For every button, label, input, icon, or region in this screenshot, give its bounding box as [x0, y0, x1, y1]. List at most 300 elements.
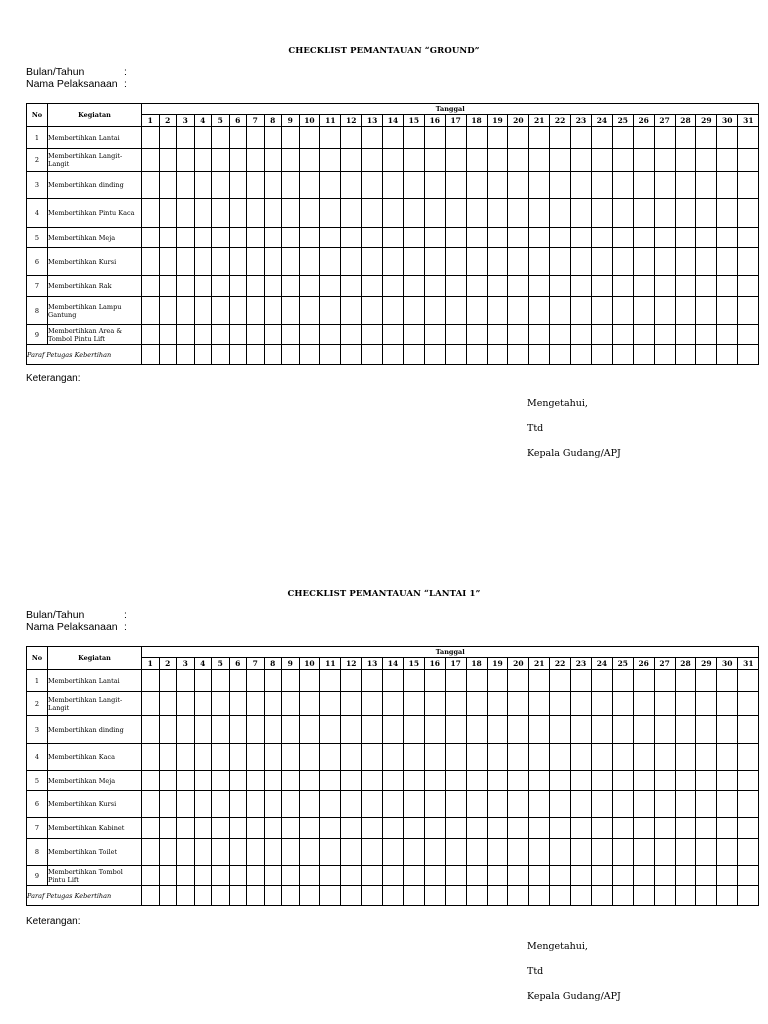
check-cell[interactable] — [529, 692, 550, 716]
paraf-cell[interactable] — [445, 345, 466, 365]
check-cell[interactable] — [529, 325, 550, 345]
check-cell[interactable] — [675, 744, 696, 771]
check-cell[interactable] — [445, 866, 466, 886]
check-cell[interactable] — [212, 839, 230, 866]
check-cell[interactable] — [675, 127, 696, 149]
check-cell[interactable] — [229, 325, 247, 345]
check-cell[interactable] — [612, 149, 633, 172]
check-cell[interactable] — [654, 716, 675, 744]
check-cell[interactable] — [299, 127, 320, 149]
check-cell[interactable] — [612, 791, 633, 818]
check-cell[interactable] — [212, 716, 230, 744]
check-cell[interactable] — [341, 866, 362, 886]
check-cell[interactable] — [282, 228, 300, 248]
check-cell[interactable] — [320, 297, 341, 325]
check-cell[interactable] — [194, 866, 212, 886]
check-cell[interactable] — [320, 248, 341, 276]
check-cell[interactable] — [383, 692, 404, 716]
check-cell[interactable] — [717, 248, 738, 276]
check-cell[interactable] — [529, 818, 550, 839]
check-cell[interactable] — [529, 771, 550, 791]
check-cell[interactable] — [696, 276, 717, 297]
check-cell[interactable] — [466, 716, 487, 744]
check-cell[interactable] — [738, 276, 759, 297]
check-cell[interactable] — [194, 839, 212, 866]
check-cell[interactable] — [550, 771, 571, 791]
check-cell[interactable] — [612, 199, 633, 228]
paraf-cell[interactable] — [633, 345, 654, 365]
check-cell[interactable] — [591, 791, 612, 818]
paraf-cell[interactable] — [403, 345, 424, 365]
check-cell[interactable] — [738, 744, 759, 771]
check-cell[interactable] — [487, 839, 508, 866]
check-cell[interactable] — [717, 149, 738, 172]
check-cell[interactable] — [508, 771, 529, 791]
check-cell[interactable] — [466, 172, 487, 199]
check-cell[interactable] — [612, 172, 633, 199]
check-cell[interactable] — [571, 791, 592, 818]
paraf-cell[interactable] — [142, 345, 160, 365]
check-cell[interactable] — [696, 127, 717, 149]
check-cell[interactable] — [633, 791, 654, 818]
paraf-cell[interactable] — [142, 886, 160, 906]
check-cell[interactable] — [508, 325, 529, 345]
check-cell[interactable] — [299, 248, 320, 276]
check-cell[interactable] — [299, 670, 320, 692]
check-cell[interactable] — [738, 839, 759, 866]
check-cell[interactable] — [612, 744, 633, 771]
check-cell[interactable] — [466, 791, 487, 818]
check-cell[interactable] — [142, 670, 160, 692]
check-cell[interactable] — [633, 149, 654, 172]
check-cell[interactable] — [424, 248, 445, 276]
paraf-cell[interactable] — [194, 886, 212, 906]
check-cell[interactable] — [194, 818, 212, 839]
check-cell[interactable] — [403, 818, 424, 839]
paraf-cell[interactable] — [229, 345, 247, 365]
paraf-cell[interactable] — [654, 886, 675, 906]
check-cell[interactable] — [591, 839, 612, 866]
check-cell[interactable] — [229, 771, 247, 791]
check-cell[interactable] — [571, 297, 592, 325]
check-cell[interactable] — [177, 716, 195, 744]
check-cell[interactable] — [320, 149, 341, 172]
check-cell[interactable] — [550, 172, 571, 199]
check-cell[interactable] — [229, 716, 247, 744]
check-cell[interactable] — [362, 771, 383, 791]
check-cell[interactable] — [717, 670, 738, 692]
check-cell[interactable] — [675, 839, 696, 866]
check-cell[interactable] — [247, 791, 265, 818]
check-cell[interactable] — [508, 692, 529, 716]
check-cell[interactable] — [264, 228, 282, 248]
check-cell[interactable] — [591, 199, 612, 228]
check-cell[interactable] — [633, 297, 654, 325]
check-cell[interactable] — [320, 818, 341, 839]
check-cell[interactable] — [212, 228, 230, 248]
check-cell[interactable] — [633, 716, 654, 744]
paraf-cell[interactable] — [212, 886, 230, 906]
check-cell[interactable] — [194, 670, 212, 692]
check-cell[interactable] — [529, 791, 550, 818]
check-cell[interactable] — [508, 716, 529, 744]
paraf-cell[interactable] — [571, 886, 592, 906]
check-cell[interactable] — [612, 248, 633, 276]
check-cell[interactable] — [159, 716, 177, 744]
check-cell[interactable] — [320, 692, 341, 716]
paraf-cell[interactable] — [529, 886, 550, 906]
paraf-cell[interactable] — [299, 886, 320, 906]
check-cell[interactable] — [341, 127, 362, 149]
check-cell[interactable] — [675, 199, 696, 228]
check-cell[interactable] — [383, 127, 404, 149]
paraf-cell[interactable] — [159, 345, 177, 365]
check-cell[interactable] — [445, 228, 466, 248]
check-cell[interactable] — [383, 670, 404, 692]
check-cell[interactable] — [282, 670, 300, 692]
check-cell[interactable] — [142, 818, 160, 839]
check-cell[interactable] — [612, 839, 633, 866]
check-cell[interactable] — [445, 744, 466, 771]
paraf-cell[interactable] — [487, 886, 508, 906]
check-cell[interactable] — [229, 839, 247, 866]
check-cell[interactable] — [738, 692, 759, 716]
check-cell[interactable] — [654, 670, 675, 692]
check-cell[interactable] — [466, 127, 487, 149]
check-cell[interactable] — [654, 248, 675, 276]
check-cell[interactable] — [229, 744, 247, 771]
check-cell[interactable] — [424, 866, 445, 886]
check-cell[interactable] — [591, 325, 612, 345]
check-cell[interactable] — [738, 818, 759, 839]
check-cell[interactable] — [487, 670, 508, 692]
check-cell[interactable] — [529, 839, 550, 866]
check-cell[interactable] — [675, 670, 696, 692]
check-cell[interactable] — [320, 127, 341, 149]
check-cell[interactable] — [654, 692, 675, 716]
check-cell[interactable] — [299, 791, 320, 818]
check-cell[interactable] — [445, 199, 466, 228]
check-cell[interactable] — [159, 127, 177, 149]
paraf-cell[interactable] — [383, 886, 404, 906]
check-cell[interactable] — [264, 325, 282, 345]
check-cell[interactable] — [466, 839, 487, 866]
check-cell[interactable] — [177, 149, 195, 172]
check-cell[interactable] — [717, 692, 738, 716]
check-cell[interactable] — [654, 325, 675, 345]
paraf-cell[interactable] — [212, 345, 230, 365]
check-cell[interactable] — [487, 297, 508, 325]
check-cell[interactable] — [717, 325, 738, 345]
check-cell[interactable] — [159, 692, 177, 716]
check-cell[interactable] — [550, 297, 571, 325]
check-cell[interactable] — [362, 127, 383, 149]
check-cell[interactable] — [194, 149, 212, 172]
check-cell[interactable] — [508, 276, 529, 297]
check-cell[interactable] — [466, 670, 487, 692]
check-cell[interactable] — [177, 228, 195, 248]
check-cell[interactable] — [142, 839, 160, 866]
check-cell[interactable] — [717, 771, 738, 791]
check-cell[interactable] — [550, 276, 571, 297]
check-cell[interactable] — [383, 818, 404, 839]
check-cell[interactable] — [675, 149, 696, 172]
check-cell[interactable] — [212, 149, 230, 172]
check-cell[interactable] — [550, 818, 571, 839]
check-cell[interactable] — [508, 818, 529, 839]
check-cell[interactable] — [529, 297, 550, 325]
paraf-cell[interactable] — [264, 345, 282, 365]
check-cell[interactable] — [247, 149, 265, 172]
check-cell[interactable] — [212, 692, 230, 716]
check-cell[interactable] — [341, 716, 362, 744]
check-cell[interactable] — [654, 149, 675, 172]
check-cell[interactable] — [466, 692, 487, 716]
check-cell[interactable] — [633, 839, 654, 866]
check-cell[interactable] — [424, 670, 445, 692]
check-cell[interactable] — [403, 744, 424, 771]
check-cell[interactable] — [633, 744, 654, 771]
check-cell[interactable] — [177, 199, 195, 228]
check-cell[interactable] — [383, 248, 404, 276]
paraf-cell[interactable] — [654, 345, 675, 365]
check-cell[interactable] — [654, 172, 675, 199]
check-cell[interactable] — [424, 771, 445, 791]
check-cell[interactable] — [717, 127, 738, 149]
paraf-cell[interactable] — [696, 886, 717, 906]
check-cell[interactable] — [320, 325, 341, 345]
check-cell[interactable] — [508, 172, 529, 199]
check-cell[interactable] — [550, 248, 571, 276]
check-cell[interactable] — [445, 791, 466, 818]
check-cell[interactable] — [362, 248, 383, 276]
check-cell[interactable] — [696, 228, 717, 248]
check-cell[interactable] — [383, 172, 404, 199]
check-cell[interactable] — [529, 866, 550, 886]
check-cell[interactable] — [264, 199, 282, 228]
check-cell[interactable] — [571, 670, 592, 692]
check-cell[interactable] — [159, 771, 177, 791]
check-cell[interactable] — [229, 297, 247, 325]
check-cell[interactable] — [264, 791, 282, 818]
paraf-cell[interactable] — [717, 345, 738, 365]
check-cell[interactable] — [508, 149, 529, 172]
check-cell[interactable] — [403, 297, 424, 325]
check-cell[interactable] — [299, 325, 320, 345]
check-cell[interactable] — [383, 149, 404, 172]
check-cell[interactable] — [264, 716, 282, 744]
check-cell[interactable] — [282, 692, 300, 716]
paraf-cell[interactable] — [675, 886, 696, 906]
check-cell[interactable] — [424, 297, 445, 325]
check-cell[interactable] — [591, 866, 612, 886]
check-cell[interactable] — [571, 716, 592, 744]
check-cell[interactable] — [194, 716, 212, 744]
check-cell[interactable] — [142, 716, 160, 744]
check-cell[interactable] — [612, 818, 633, 839]
check-cell[interactable] — [229, 149, 247, 172]
check-cell[interactable] — [142, 325, 160, 345]
check-cell[interactable] — [612, 276, 633, 297]
check-cell[interactable] — [341, 248, 362, 276]
check-cell[interactable] — [247, 276, 265, 297]
check-cell[interactable] — [696, 771, 717, 791]
check-cell[interactable] — [299, 744, 320, 771]
check-cell[interactable] — [717, 866, 738, 886]
check-cell[interactable] — [159, 149, 177, 172]
check-cell[interactable] — [212, 297, 230, 325]
check-cell[interactable] — [247, 228, 265, 248]
check-cell[interactable] — [487, 149, 508, 172]
check-cell[interactable] — [159, 276, 177, 297]
check-cell[interactable] — [612, 692, 633, 716]
check-cell[interactable] — [612, 670, 633, 692]
check-cell[interactable] — [383, 199, 404, 228]
check-cell[interactable] — [403, 172, 424, 199]
check-cell[interactable] — [159, 248, 177, 276]
check-cell[interactable] — [403, 149, 424, 172]
check-cell[interactable] — [299, 692, 320, 716]
check-cell[interactable] — [424, 149, 445, 172]
check-cell[interactable] — [341, 692, 362, 716]
check-cell[interactable] — [717, 791, 738, 818]
check-cell[interactable] — [194, 172, 212, 199]
check-cell[interactable] — [320, 199, 341, 228]
check-cell[interactable] — [194, 248, 212, 276]
check-cell[interactable] — [591, 248, 612, 276]
check-cell[interactable] — [320, 172, 341, 199]
check-cell[interactable] — [424, 744, 445, 771]
check-cell[interactable] — [341, 325, 362, 345]
check-cell[interactable] — [654, 866, 675, 886]
check-cell[interactable] — [282, 791, 300, 818]
check-cell[interactable] — [529, 248, 550, 276]
check-cell[interactable] — [466, 149, 487, 172]
check-cell[interactable] — [675, 248, 696, 276]
check-cell[interactable] — [591, 716, 612, 744]
check-cell[interactable] — [177, 771, 195, 791]
check-cell[interactable] — [299, 771, 320, 791]
check-cell[interactable] — [424, 716, 445, 744]
check-cell[interactable] — [142, 199, 160, 228]
check-cell[interactable] — [212, 199, 230, 228]
check-cell[interactable] — [696, 199, 717, 228]
check-cell[interactable] — [591, 771, 612, 791]
check-cell[interactable] — [247, 744, 265, 771]
check-cell[interactable] — [383, 716, 404, 744]
check-cell[interactable] — [675, 716, 696, 744]
check-cell[interactable] — [264, 771, 282, 791]
check-cell[interactable] — [633, 692, 654, 716]
check-cell[interactable] — [696, 716, 717, 744]
check-cell[interactable] — [194, 297, 212, 325]
check-cell[interactable] — [142, 791, 160, 818]
check-cell[interactable] — [212, 172, 230, 199]
check-cell[interactable] — [654, 127, 675, 149]
check-cell[interactable] — [612, 771, 633, 791]
check-cell[interactable] — [299, 839, 320, 866]
check-cell[interactable] — [299, 276, 320, 297]
check-cell[interactable] — [362, 744, 383, 771]
check-cell[interactable] — [282, 276, 300, 297]
check-cell[interactable] — [508, 228, 529, 248]
check-cell[interactable] — [194, 127, 212, 149]
check-cell[interactable] — [194, 228, 212, 248]
check-cell[interactable] — [159, 228, 177, 248]
check-cell[interactable] — [738, 149, 759, 172]
check-cell[interactable] — [177, 791, 195, 818]
check-cell[interactable] — [159, 297, 177, 325]
paraf-cell[interactable] — [320, 345, 341, 365]
check-cell[interactable] — [299, 149, 320, 172]
check-cell[interactable] — [159, 744, 177, 771]
check-cell[interactable] — [738, 771, 759, 791]
check-cell[interactable] — [159, 172, 177, 199]
check-cell[interactable] — [177, 866, 195, 886]
check-cell[interactable] — [529, 199, 550, 228]
check-cell[interactable] — [424, 276, 445, 297]
check-cell[interactable] — [177, 172, 195, 199]
check-cell[interactable] — [717, 744, 738, 771]
check-cell[interactable] — [445, 297, 466, 325]
check-cell[interactable] — [717, 297, 738, 325]
check-cell[interactable] — [591, 744, 612, 771]
paraf-cell[interactable] — [341, 886, 362, 906]
check-cell[interactable] — [159, 670, 177, 692]
paraf-cell[interactable] — [487, 345, 508, 365]
check-cell[interactable] — [466, 276, 487, 297]
check-cell[interactable] — [299, 172, 320, 199]
check-cell[interactable] — [362, 199, 383, 228]
check-cell[interactable] — [591, 818, 612, 839]
check-cell[interactable] — [177, 692, 195, 716]
check-cell[interactable] — [675, 866, 696, 886]
check-cell[interactable] — [654, 228, 675, 248]
paraf-cell[interactable] — [466, 345, 487, 365]
check-cell[interactable] — [142, 771, 160, 791]
check-cell[interactable] — [738, 248, 759, 276]
check-cell[interactable] — [445, 172, 466, 199]
check-cell[interactable] — [403, 127, 424, 149]
check-cell[interactable] — [591, 692, 612, 716]
check-cell[interactable] — [466, 248, 487, 276]
check-cell[interactable] — [717, 716, 738, 744]
check-cell[interactable] — [264, 127, 282, 149]
check-cell[interactable] — [738, 127, 759, 149]
check-cell[interactable] — [487, 716, 508, 744]
paraf-cell[interactable] — [247, 345, 265, 365]
check-cell[interactable] — [341, 199, 362, 228]
paraf-cell[interactable] — [177, 345, 195, 365]
check-cell[interactable] — [282, 818, 300, 839]
check-cell[interactable] — [159, 866, 177, 886]
check-cell[interactable] — [362, 276, 383, 297]
check-cell[interactable] — [229, 818, 247, 839]
check-cell[interactable] — [403, 276, 424, 297]
check-cell[interactable] — [341, 670, 362, 692]
check-cell[interactable] — [282, 172, 300, 199]
paraf-cell[interactable] — [445, 886, 466, 906]
check-cell[interactable] — [383, 276, 404, 297]
check-cell[interactable] — [591, 172, 612, 199]
check-cell[interactable] — [177, 127, 195, 149]
check-cell[interactable] — [320, 670, 341, 692]
check-cell[interactable] — [229, 199, 247, 228]
check-cell[interactable] — [487, 744, 508, 771]
check-cell[interactable] — [487, 771, 508, 791]
check-cell[interactable] — [403, 716, 424, 744]
paraf-cell[interactable] — [466, 886, 487, 906]
